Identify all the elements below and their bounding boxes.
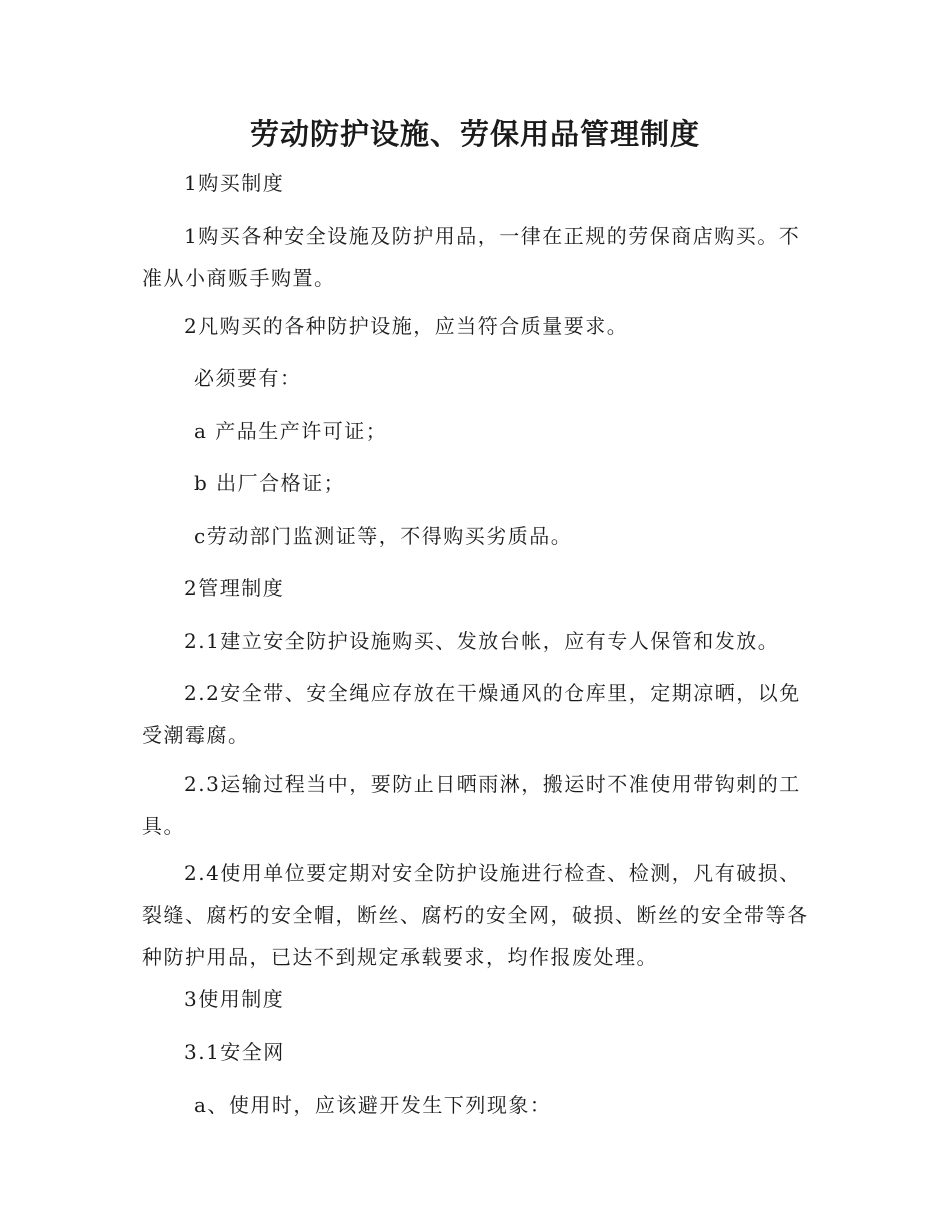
paragraph: 2.1建立安全防护设施购买、发放台帐，应有专人保管和发放。 xyxy=(184,629,780,653)
section-heading-usage: 3使用制度 xyxy=(184,987,285,1011)
subsection-heading-safety-net: 3.1安全网 xyxy=(184,1040,285,1064)
document-title: 劳动防护设施、劳保用品管理制度 xyxy=(249,117,700,151)
paragraph: 2凡购买的各种防护设施，应当符合质量要求。 xyxy=(184,314,629,338)
paragraph: 2.4使用单位要定期对安全防护设施进行检查、检测，凡有破损、裂缝、腐朽的安全帽，断丝、腐朽的安全网，破损、断丝的安全带等各种防护用品，已达不到规定承载要求，均作报废处理。 xyxy=(142,861,809,969)
list-item: c劳动部门监测证等，不得购买劣质品。 xyxy=(194,524,573,548)
section-heading-purchase: 1购买制度 xyxy=(184,171,285,195)
paragraph: 2.3运输过程当中，要防止日晒雨淋，搬运时不准使用带钩刺的工具。 xyxy=(142,772,801,838)
paragraph: 1购买各种安全设施及防护用品，一律在正规的劳保商店购买。不准从小商贩手购置。 xyxy=(142,224,801,290)
paragraph: 2.2安全带、安全绳应存放在干燥通风的仓库里，定期凉晒，以免受潮霉腐。 xyxy=(142,681,801,747)
list-item: a、使用时，应该避开发生下列现象： xyxy=(194,1093,552,1117)
section-heading-management: 2管理制度 xyxy=(184,576,285,600)
paragraph: 必须要有： xyxy=(194,366,302,390)
list-item: a 产品生产许可证； xyxy=(194,419,388,443)
list-item: b 出厂合格证； xyxy=(194,471,346,495)
